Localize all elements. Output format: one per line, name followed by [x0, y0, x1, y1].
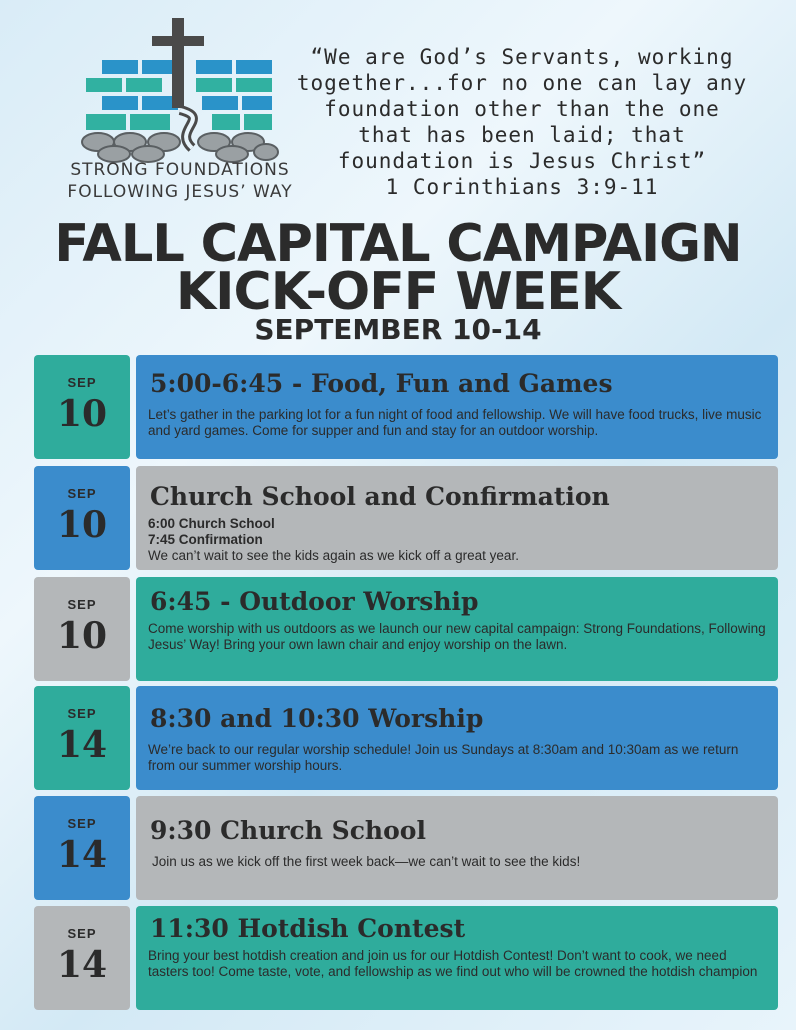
event-card: [136, 577, 778, 681]
date-day: 14: [56, 834, 108, 876]
event-row: [34, 906, 778, 1010]
event-row: [34, 577, 778, 681]
date-badge: [34, 686, 130, 790]
date-badge: [34, 577, 130, 681]
date-badge: [34, 466, 130, 570]
event-detail-line: 7:45 Confirmation: [148, 532, 263, 547]
date-day: 14: [56, 944, 108, 986]
quote-reference: 1 Corinthians 3:9-11: [385, 175, 659, 199]
date-month: SEP: [67, 816, 97, 831]
event-row: [34, 686, 778, 790]
event-description: We can’t wait to see the kids again as we kick off a great year.: [148, 548, 519, 563]
date-day: 10: [56, 615, 108, 657]
logo-line-1: STRONG FOUNDATIONS: [70, 160, 290, 180]
event-details: [148, 516, 768, 564]
event-description: We’re back to our regular worship schedule! Join us Sundays at 8:30am and 10:30am as we return from our summer worship hours.: [148, 742, 739, 773]
event-card: [136, 355, 778, 459]
date-month: SEP: [67, 486, 97, 501]
quote-line: that has been laid; that: [358, 123, 686, 147]
quote-line: foundation other than the one: [324, 97, 720, 121]
page-title-line-2: KICK-OFF WEEK: [175, 262, 621, 322]
quote-line: “We are God’s Servants, working: [310, 45, 734, 69]
page-title-line-1: FALL CAPITAL CAMPAIGN: [54, 214, 742, 274]
event-description: Let’s gather in the parking lot for a fun night of food and fellowship. We will have food trucks, live music and yard games. Come for supper and fun and stay for an outdoor worship.: [148, 407, 762, 438]
logo-line-2: FOLLOWING JESUS’ WAY: [67, 182, 293, 202]
date-badge: [34, 906, 130, 1010]
event-heading: 9:30 Church School: [150, 816, 426, 845]
event-row: [34, 466, 778, 570]
date-month: SEP: [67, 926, 97, 941]
date-month: SEP: [67, 597, 97, 612]
event-description: Come worship with us outdoors as we launch our new capital campaign: Strong Foundations, Following Jesus’ Way! Bring your own lawn chair and enjoy worship on the lawn.: [148, 621, 766, 652]
date-day: 10: [56, 393, 108, 435]
event-heading: 11:30 Hotdish Contest: [150, 914, 466, 943]
event-row: [34, 796, 778, 900]
event-row: [34, 355, 778, 459]
event-card: [136, 906, 778, 1010]
scripture-quote: [262, 44, 782, 200]
date-month: SEP: [67, 706, 97, 721]
event-heading: Church School and Confirmation: [150, 482, 610, 511]
event-card: [136, 466, 778, 570]
event-detail-line: 6:00 Church School: [148, 516, 275, 531]
date-day: 14: [56, 724, 108, 766]
event-dates: SEPTEMBER 10-14: [254, 313, 542, 346]
event-heading: 8:30 and 10:30 Worship: [150, 704, 484, 733]
date-day: 10: [56, 504, 108, 546]
quote-line: together...for no one can lay any: [296, 71, 748, 95]
event-description: Bring your best hotdish creation and join us for our Hotdish Contest! Don’t want to cook, we need tasters too! Come taste, vote, and fellowship as we find out who will be crowned the hotdish champion: [148, 948, 758, 979]
event-heading: 6:45 - Outdoor Worship: [150, 587, 479, 616]
event-description: Join us as we kick off the first week back—we can’t wait to see the kids!: [152, 854, 581, 869]
date-month: SEP: [67, 375, 97, 390]
event-heading: 5:00-6:45 - Food, Fun and Games: [150, 369, 613, 398]
event-card: [136, 686, 778, 790]
date-badge: [34, 796, 130, 900]
event-card: [136, 796, 778, 900]
date-badge: [34, 355, 130, 459]
quote-line: foundation is Jesus Christ”: [337, 149, 707, 173]
